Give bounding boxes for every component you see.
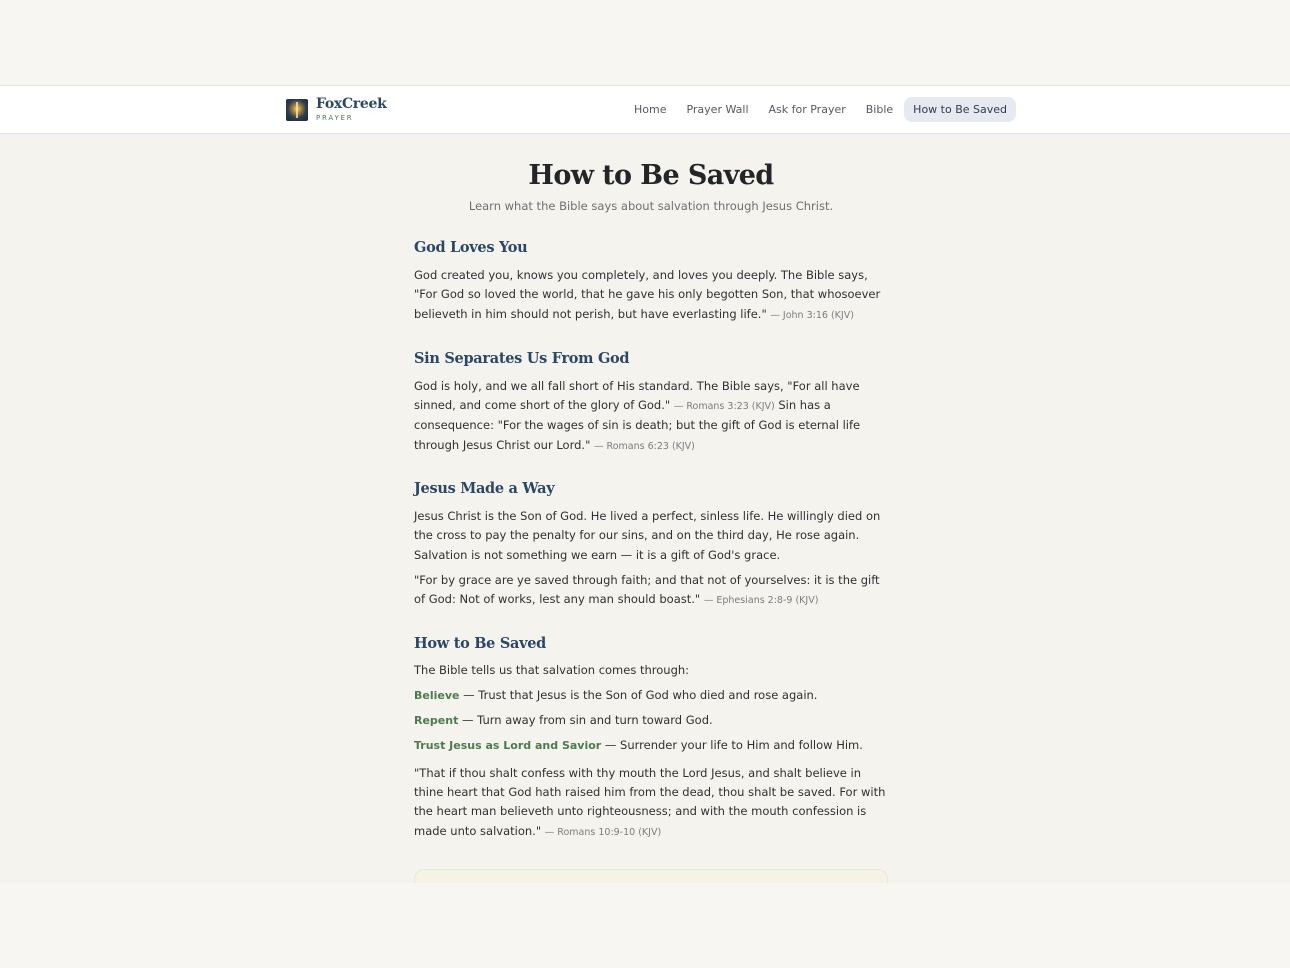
section-heading-how: How to Be Saved [414,634,547,652]
section-quote-jesus [414,571,888,611]
section-text-sin [414,377,888,456]
step-term-repent: Repent [414,713,459,727]
sin-text-2: Sin has a consequence: "For the wages of sin is death; but the gift of God is eternal life through Jesus Christ our Lord." [414,398,861,452]
section-intro-how: The Bible tells us that salvation comes through: [414,662,690,677]
step-item [414,736,888,755]
nav-ask-for-prayer[interactable]: Ask for Prayer [768,103,846,116]
brand-name: FoxCreek [316,96,387,112]
step-desc: — Trust that Jesus is the Son of God who died and rose again. [463,687,818,702]
section-text-jesus: Jesus Christ is the Son of God. He lived a perfect, sinless life. He willingly died on the cross to pay the penalty for our sins, and on the third day, He rose again. Salvation is not something we earn — it is a gift of God's grace. [414,509,881,562]
navbar [0,85,1290,134]
foxcreek-logo-icon [286,99,308,121]
main-nav [623,97,1016,122]
scripture-ref-romans-10-9: — Romans 10:9-10 (KJV) [544,826,662,838]
section-heading-jesus: Jesus Made a Way [414,480,555,498]
nav-how-to-be-saved[interactable]: How to Be Saved [904,97,1016,122]
romans-10-quote: "That if thou shalt confess with thy mouth the Lord Jesus, and shalt believe in thine heart that God hath raised him from the dead, thou shalt be saved. For with the heart man believeth unto righteousness; and with the mouth confession is made unto salvation." [414,765,886,838]
step-term-believe: Believe [414,688,460,702]
top-band [0,0,1290,85]
nav-prayer-wall[interactable]: Prayer Wall [686,103,749,116]
step-term-trust: Trust Jesus as Lord and Savior [414,738,602,752]
prayer-card [414,869,888,883]
brand-home-link[interactable] [286,97,387,122]
step-desc: — Surrender your life to Him and follow Him. [604,737,863,752]
page-subtitle: Learn what the Bible says about salvation through Jesus Christ. [468,199,834,213]
nav-bible[interactable]: Bible [865,103,894,116]
god-loves-text: God created you, knows you completely, and loves you deeply. The Bible says, "For God so loved the world, that he gave his only begotten Son, that whosoever believeth in him should not perish, but have everlasting life." [414,268,881,321]
bottom-band [0,883,1290,968]
brand-subtitle: PRAYER [316,114,354,122]
scripture-ref-ephesians-2-8: — Ephesians 2:8-9 (KJV) [703,595,819,607]
main-content [0,134,1290,883]
scripture-ref-romans-6-23: — Romans 6:23 (KJV) [594,440,695,452]
brand-text [316,97,387,122]
step-item [414,711,888,730]
page-title: How to Be Saved [528,160,774,191]
ephesians-quote: "For by grace are ye saved through faith; and that not of yourselves: it is the gift of God: Not of works, lest any man should boast." [414,572,880,607]
step-item [414,686,888,705]
article [414,134,888,842]
nav-home[interactable]: Home [633,103,667,116]
section-quote-how [414,764,888,842]
section-text-god-loves [414,266,888,325]
sin-text-1: God is holy, and we all fall short of His standard. The Bible says, "For all have sinned, and come short of the glory of God." [414,378,860,413]
scripture-ref-john-3-16: — John 3:16 (KJV) [770,309,854,321]
section-heading-god-loves: God Loves You [414,239,528,256]
scripture-ref-romans-3-23: — Romans 3:23 (KJV) [673,401,775,413]
step-desc: — Turn away from sin and turn toward God. [462,712,713,727]
section-heading-sin: Sin Separates Us From God [414,349,630,367]
